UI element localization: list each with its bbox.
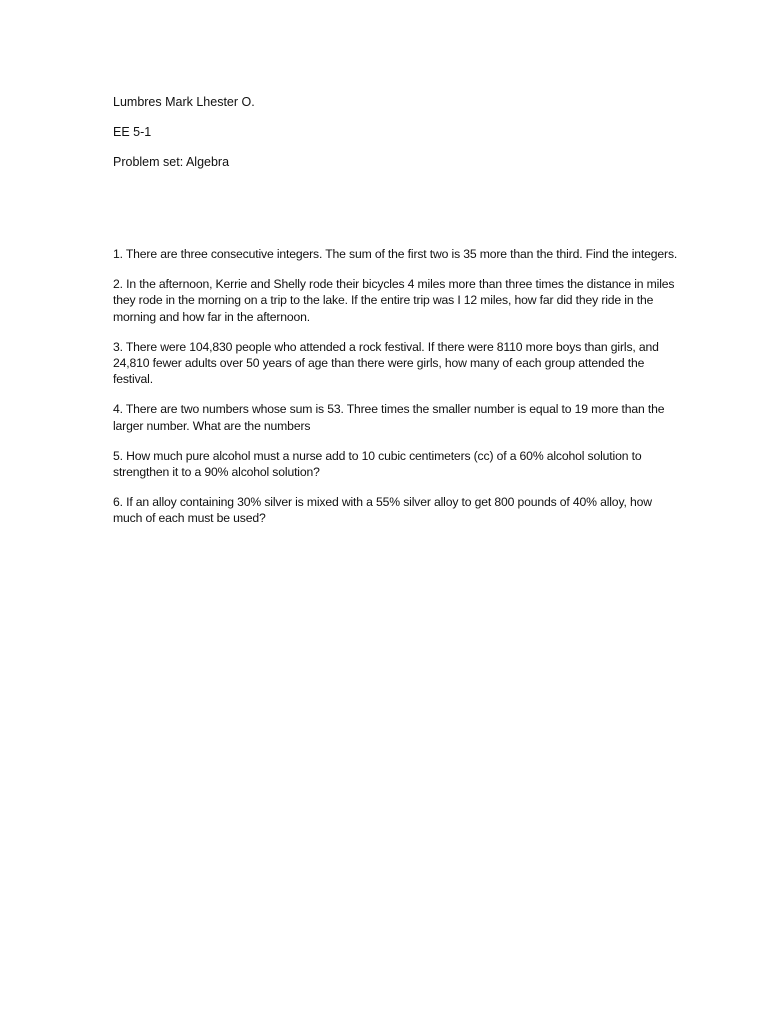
problem-1: 1. There are three consecutive integers. The sum of the first two is 35 more than the third. Find the integers. [113,247,678,261]
problem-6: 6. If an alloy containing 30% silver is mixed with a 55% silver alloy to get 800 pounds of 40% alloy, how much of each must be used? [113,495,652,526]
document-header [113,94,673,184]
problem-4: 4. There are two numbers whose sum is 53. Three times the smaller number is equal to 19 more than the larger number. What are the numbers [113,402,665,433]
problem-2: 2. In the afternoon, Kerrie and Shelly rode their bicycles 4 miles more than three times the distance in miles they rode in the morning on a trip to the lake. If the entire trip was I 12 miles, how far did they ride in the morning and how far in the afternoon. [113,277,675,324]
problem-5: 5. How much pure alcohol must a nurse add to 10 cubic centimeters (cc) of a 60% alcohol solution to strengthen it to a 90% alcohol solution? [113,448,642,480]
document-title: Problem set: Algebra [113,155,230,169]
author-name: Lumbres Mark Lhester O. [113,95,255,109]
problem-list [113,246,679,541]
class-section: EE 5-1 [113,125,152,139]
problem-3: 3. There were 104,830 people who attended a rock festival. If there were 8110 more boys than girls, and 24,810 fewer adults over 50 years of age than there were girls, how many of each group attended the festival. [113,339,659,387]
